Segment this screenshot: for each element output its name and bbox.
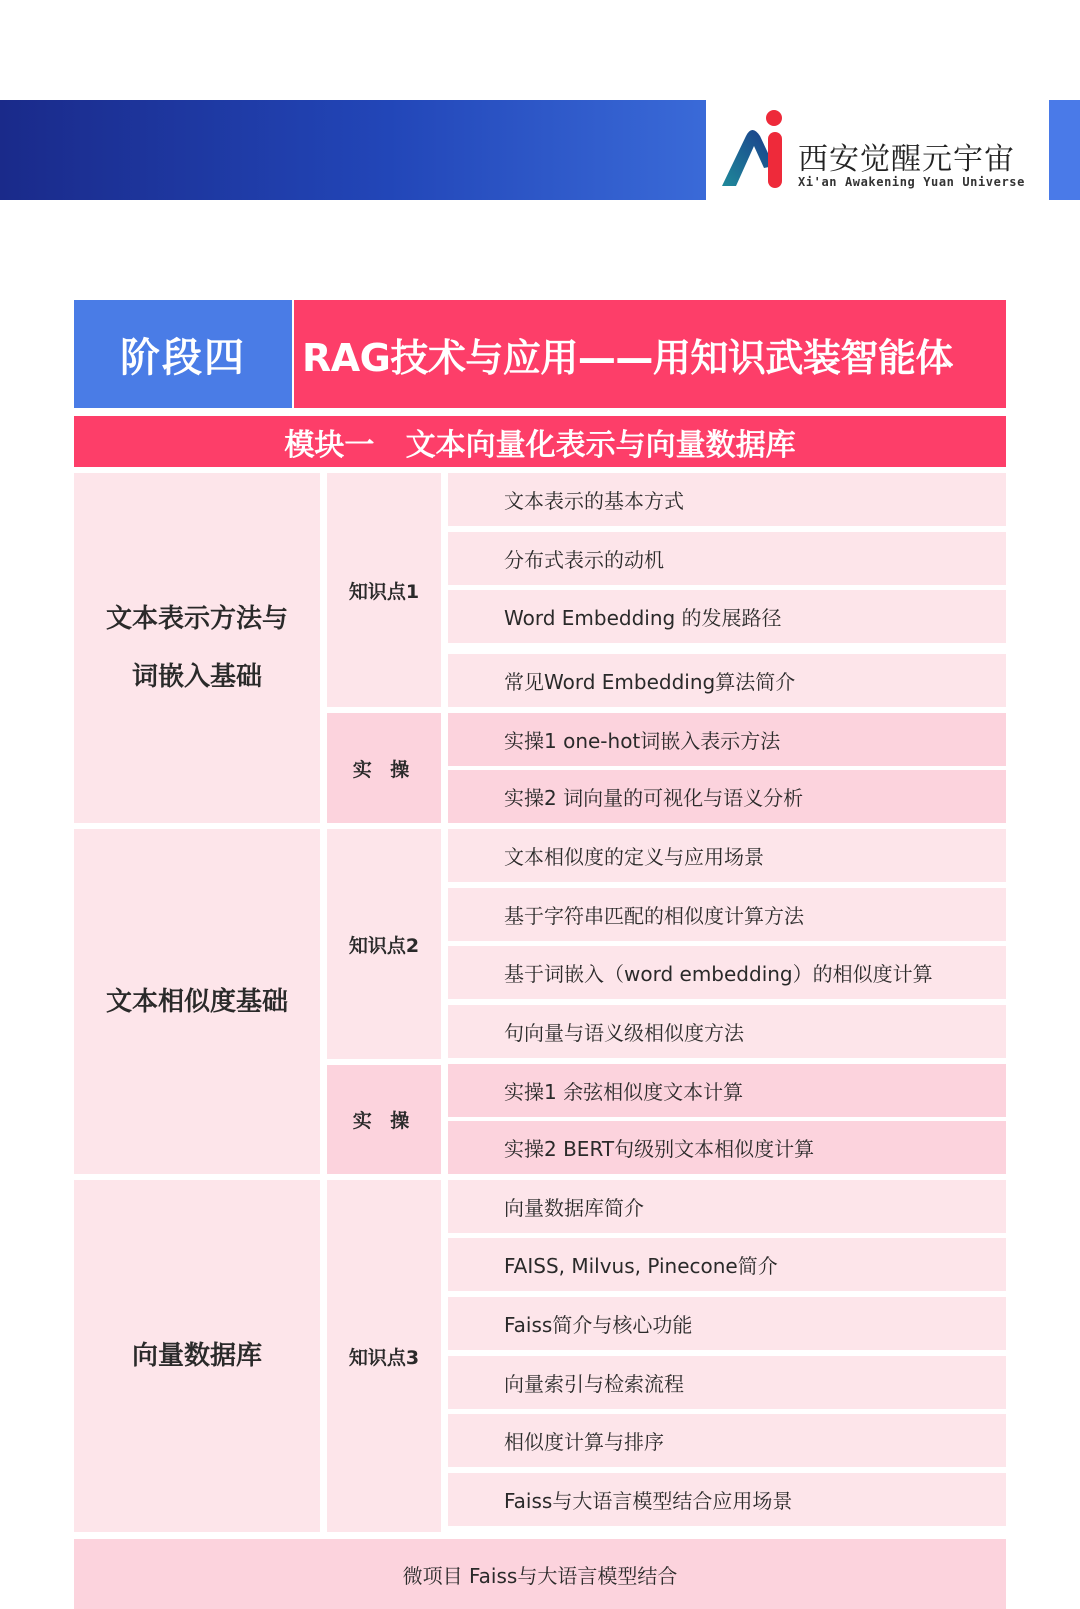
brand-logo (716, 104, 1025, 196)
list-item: 相似度计算与排序 (448, 1414, 1006, 1467)
section-title-line: 文本相似度基础 (105, 986, 288, 1017)
list-item: 分布式表示的动机 (448, 532, 1006, 585)
brand-name-en: Xi'an Awakening Yuan Universe (798, 175, 1025, 189)
group-label: 实 操 (327, 1065, 441, 1174)
micro-project: 微项目 Faiss与大语言模型结合 (74, 1539, 1006, 1609)
section-title-line: 向量数据库 (131, 1341, 262, 1371)
list-item: 基于词嵌入（word embedding）的相似度计算 (448, 946, 1006, 999)
list-item: Word Embedding 的发展路径 (448, 590, 1006, 643)
group-label: 实 操 (327, 713, 441, 823)
section-title-line: 词嵌入基础 (131, 662, 262, 692)
group-label: 知识点2 (327, 829, 441, 1059)
list-item: 向量数据库简介 (448, 1180, 1006, 1233)
list-item: FAISS, Milvus, Pinecone简介 (448, 1238, 1006, 1291)
list-item: 实操1 one-hot词嵌入表示方法 (448, 713, 1006, 766)
list-item: Faiss与大语言模型结合应用场景 (448, 1473, 1006, 1526)
group-label: 知识点3 (327, 1180, 441, 1532)
list-item: 基于字符串匹配的相似度计算方法 (448, 888, 1006, 941)
list-item: 实操2 词向量的可视化与语义分析 (448, 770, 1006, 823)
group-label: 知识点1 (327, 473, 441, 707)
list-item: 实操2 BERT句级别文本相似度计算 (448, 1121, 1006, 1174)
module-title: 模块一 文本向量化表示与向量数据库 (74, 416, 1006, 467)
header-banner-edge (1049, 100, 1080, 200)
section-title-line: 文本表示方法与 (105, 604, 288, 634)
section-title (74, 1180, 320, 1532)
brand-logo-icon (716, 106, 796, 194)
list-item: 文本表示的基本方式 (448, 473, 1006, 526)
section-title (74, 829, 320, 1174)
list-item: 文本相似度的定义与应用场景 (448, 829, 1006, 882)
section-title (74, 473, 320, 823)
brand-name-cn: 西安觉醒元宇宙 (798, 142, 1015, 177)
list-item: 句向量与语义级相似度方法 (448, 1005, 1006, 1058)
stage-title: RAG技术与应用——用知识武装智能体 (294, 300, 1006, 408)
list-item: 常见Word Embedding算法简介 (448, 654, 1006, 707)
list-item: 向量索引与检索流程 (448, 1356, 1006, 1409)
list-item: Faiss简介与核心功能 (448, 1297, 1006, 1350)
stage-label: 阶段四 (74, 300, 292, 408)
header-banner (0, 100, 706, 200)
list-item: 实操1 余弦相似度文本计算 (448, 1064, 1006, 1117)
